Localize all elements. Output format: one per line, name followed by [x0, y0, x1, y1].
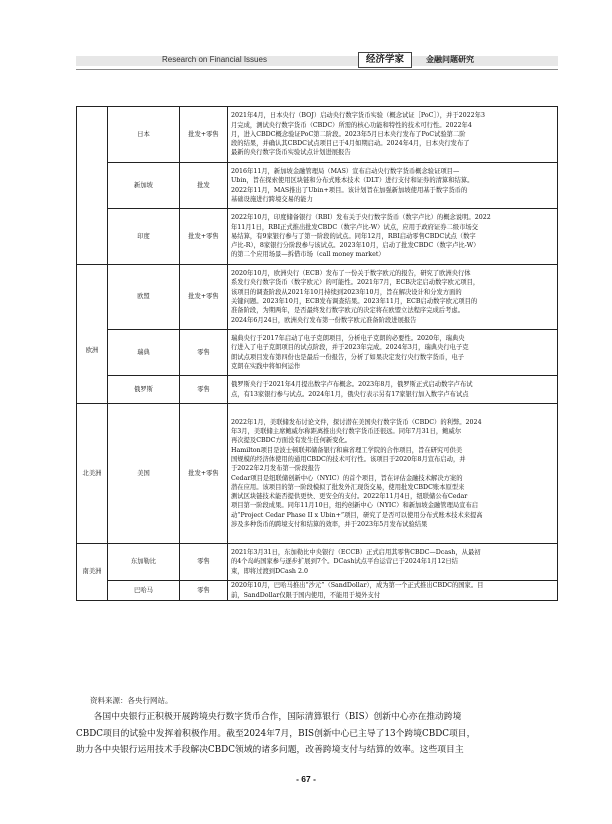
detail-cell [228, 581, 558, 601]
detail-line: 朗试点项目发布第四份也是最后一份报告，分析了如果决定发行央行数字货币，电子 [231, 353, 464, 361]
country-cell: 印度 [108, 209, 180, 265]
detail-line: 俄罗斯央行于2021年4月提出数字卢布概念。2023年8月，俄罗斯正式启动数字卢布试 [231, 381, 473, 389]
region-cell [77, 544, 108, 601]
table-row [77, 163, 558, 209]
header-journal-name: 经济学家 [358, 52, 412, 68]
detail-line: 易结算，有9家银行参与了第一阶段的试点。同年12月，RBI启动零售CBDC试点（数字 [231, 232, 476, 240]
detail-line: Ubin，旨在探索使用区块链和分布式账本技术（DLT）进行支付和证券的清算和结算。 [231, 177, 474, 185]
cbdc-type-cell: 零售 [180, 544, 228, 581]
detail-line: 点，有13家银行参与试点。2024年1月，俄央行表示另有17家银行加入数字卢布试点 [231, 390, 469, 398]
cbdc-type-cell: 批发+零售 [180, 107, 228, 163]
detail-cell [228, 209, 558, 265]
country-cell: 瑞典 [108, 330, 180, 376]
detail-cell [228, 265, 558, 330]
cbdc-type-cell: 批发 [180, 163, 228, 209]
detail-line: 2016年11月，新加坡金融管理局（MAS）宣布启动央行数字货币概念验证项目— [231, 167, 460, 175]
detail-line: 行进入了电子克朗项目的试点阶段，并于2023年完成。2024年3月，瑞典央行电子克 [231, 344, 469, 352]
table-row [77, 209, 558, 265]
detail-line: 前，SandDollar仅限于国内使用，不能用于境外支付 [231, 591, 381, 599]
table-row [77, 376, 558, 404]
detail-line: 年3月，美联储主席鲍威尔称距离推出央行数字货币还很远。同年7月31日，鲍威尔 [231, 428, 462, 436]
region-label: 南美洲 [82, 568, 102, 576]
table-row [77, 544, 558, 581]
header-band [76, 56, 558, 66]
cbdc-type-cell: 零售 [180, 376, 228, 404]
table-source-note: 资料来源：各央行网站。 [90, 696, 173, 705]
detail-line: 2020年10月，巴哈马推出“沙元”（SandDollar），成为第一个正式推出CBDC的国家。目 [231, 582, 484, 590]
body-paragraph [76, 709, 558, 759]
detail-line: 束，即将过渡到DCash 2.0 [231, 567, 309, 575]
detail-line: 准备阶段，为期两年，是否最终发行数字欧元的决定将在欧盟立法程序完成后考虑。 [231, 307, 464, 315]
detail-cell [228, 404, 558, 544]
detail-line: Hamilton项目是波士顿联邦储备银行和麻省理工学院的合作项目，旨在研究可供美 [231, 446, 463, 454]
body-line: 助力各中央银行运用技术手段解决CBDC领域的诸多问题，改善跨境支付与结算的效率。这些项目主 [76, 745, 464, 755]
country-cell: 俄罗斯 [108, 376, 180, 404]
header-english-title: Research on Financial Issues [162, 55, 267, 64]
detail-cell [228, 544, 558, 581]
body-line: CBDC项目的试验中发挥着积极作用。截至2024年7月，BIS创新中心已主导了13个跨境CBDC项目， [76, 728, 476, 739]
table-row [77, 265, 558, 330]
detail-line: 年11月1日，RBI正式推出批发CBDC（数字卢比-W）试点，应用于政府证券二级市场交 [231, 223, 478, 231]
detail-line: 2020年10月，欧洲央行（ECB）发布了一份关于数字欧元的报告，研究了欧洲央行体 [231, 270, 471, 278]
detail-cell [228, 163, 558, 209]
cbdc-type-cell: 批发+零售 [180, 265, 228, 330]
region-label: 欧洲 [85, 346, 99, 354]
detail-line: 2022年11月，MAS推出了Ubin+项目。该计划旨在加强新加坡使用基于数字货币的 [231, 186, 468, 194]
header-rule [76, 69, 558, 70]
region-label: 北美洲 [82, 469, 102, 477]
cbdc-type-cell: 零售 [180, 581, 228, 601]
cbdc-type-cell: 批发+零售 [180, 404, 228, 544]
detail-line: 测试区块链技术能否提供更快、更安全的支付。2022年11月4日，纽联储公布Cedar [231, 493, 468, 501]
detail-cell [228, 376, 558, 404]
detail-line: 卢比-R），8家银行分阶段参与该试点。2023年10月，启动了批发CBDC（数字卢比-W） [231, 242, 480, 250]
detail-line: 国规模的经济体使用的通用CBDC的技术可行性。该项目于2020年8月宣布启动，并 [231, 455, 466, 463]
detail-line: 最新的央行数字货币实验试点计划进展报告 [231, 149, 351, 157]
detail-line: Cedar项目是纽联储创新中心（NYIC）的首个项目，旨在评估金融技术解决方案的 [231, 474, 463, 482]
detail-line: 2022年10月，印度储备银行（RBI）发布关于央行数字货币（数字卢比）的概念说明。2022 [231, 214, 491, 222]
country-cell: 欧盟 [108, 265, 180, 330]
header-column-name: 金融问题研究 [426, 55, 474, 64]
country-cell: 巴哈马 [108, 581, 180, 601]
country-cell: 美国 [108, 404, 180, 544]
detail-line: 2022年1月，美联储发布讨论文件，探讨潜在美国央行数字货币（CBDC）的利弊。2024 [231, 418, 482, 426]
table-row [77, 404, 558, 544]
detail-line: 系发行央行数字货币（数字欧元）的可能性。2021年7月，ECB决定启动数字欧元项目， [231, 279, 480, 287]
detail-line: 2021年3月31日，东加勒比中央银行（ECCB）正式启用其零售CBDC—Dcash，从最初 [231, 549, 481, 557]
detail-line: 克朗在实践中将如何运作 [231, 362, 301, 370]
detail-line: 月完成，测试央行数字货币（CBDC）所需的核心功能和特性的技术可行性。2022年4 [231, 121, 472, 129]
table-row [77, 330, 558, 376]
running-header [76, 52, 558, 70]
region-cell [77, 265, 108, 404]
region-cell [77, 404, 108, 544]
detail-line: 2021年4月，日本央行（BOJ）启动央行数字货币实验（概念试证［PoC］），并于2022年3 [231, 112, 485, 120]
country-cell: 新加坡 [108, 163, 180, 209]
country-cell: 东加勒比 [108, 544, 180, 581]
detail-cell [228, 107, 558, 163]
detail-line: 基础设施进行跨境交易的能力 [231, 195, 313, 203]
detail-line: 段的结果，并确认其CBDC试点项目已于4月如期启动。2024年4月，日本央行发布了 [231, 140, 470, 148]
table-body [77, 107, 558, 601]
detail-line: 的第二个应用场景—拆借市场（call money market） [231, 251, 385, 259]
country-cell: 日本 [108, 107, 180, 163]
detail-line: 2024年6月24日，欧洲央行发布第一份数字欧元准备阶段进展报告 [231, 316, 417, 324]
detail-line: 项目第一阶段成果。同年11月10日，纽约创新中心（NYIC）和新加坡金融管理局宣布启 [231, 502, 479, 510]
table-row [77, 581, 558, 601]
body-line: 各国中央银行正积极开展跨境央行数字货币合作，国际清算银行（BIS）创新中心亦在推动跨境 [93, 712, 462, 722]
table-row [77, 107, 558, 163]
detail-cell [228, 330, 558, 376]
page-number: - 67 - [296, 774, 316, 784]
detail-line: 于2022年2月发布第一阶段报告 [231, 465, 321, 473]
detail-line: 动“Project Cedar Phase II x Ubin+”项目，研究了是否可以使用分布式账本技术来提高 [231, 511, 483, 519]
cbdc-type-cell: 批发+零售 [180, 209, 228, 265]
cbdc-table [76, 106, 558, 601]
detail-line: 涉及多种货币的跨境支付和结算的效率，并于2023年5月发布试验结果 [231, 520, 428, 528]
detail-line: 该项目的调查阶段从2021年10月持续到2023年10月，旨在解决设计和分发方面的 [231, 288, 462, 296]
detail-line: 月，进入CBDC概念验证PoC第二阶段。2023年5月日本央行发布了PoC试验第二阶 [231, 130, 466, 138]
detail-line: 再次提及CBDC方面没有发生任何新变化。 [231, 437, 352, 445]
detail-line: 的4个岛屿国家参与逐步扩展到7个。DCash试点平台运营已于2024年1月12日结 [231, 558, 458, 566]
cbdc-type-cell: 零售 [180, 330, 228, 376]
region-cell [77, 107, 108, 265]
detail-line: 瑞典央行于2017年启动了电子克朗项目，分析电子克朗的必要性。2020年，瑞典央 [231, 334, 465, 342]
detail-line: 潜在应用。该项目的第一阶段模拟了批发外汇现货交易，使用批发CBDC账本原型来 [231, 483, 465, 491]
detail-line: 关键问题。2023年10月，ECB发布调查结果。2023年11月，ECB启动数字欧元项目的 [231, 298, 478, 305]
